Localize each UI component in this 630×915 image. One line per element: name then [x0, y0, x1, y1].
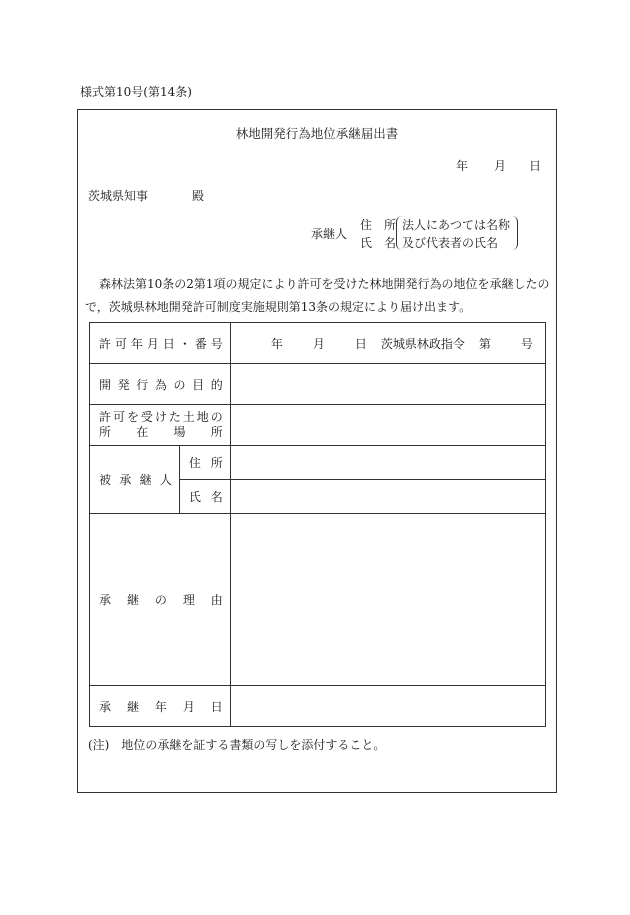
form-frame [77, 109, 557, 793]
predecessor-label-char: 被 [99, 473, 112, 487]
date-month: 月 [494, 159, 507, 173]
permit-year: 年 [270, 336, 283, 351]
form-id: 様式第10号(第14条) [80, 85, 192, 99]
location-label-l1-char: け [154, 410, 167, 424]
row-succession-date [90, 686, 546, 727]
reason-label-char: 承 [99, 593, 112, 607]
predecessor-address-char: 住 [188, 456, 201, 470]
reason-label-char: 由 [210, 593, 223, 607]
location-label-l2-char: 場 [173, 425, 186, 439]
location-label-l1-char: の [210, 410, 223, 424]
permit-label-char: 年 [130, 336, 143, 351]
location-label-l1-char: 許 [99, 410, 112, 424]
date-day: 日 [529, 159, 542, 173]
location-label-l1-char: 土 [182, 410, 195, 424]
body-line-1: 森林法第10条の2第1項の規定により許可を受けた林地開発行為の地位を承継したの [99, 277, 550, 291]
succession-date-label-char: 年 [154, 699, 167, 714]
value-predecessor-name[interactable] [230, 480, 545, 514]
value-purpose[interactable] [230, 364, 545, 405]
location-label-l2-char: 所 [210, 425, 223, 439]
row-location [90, 405, 546, 446]
purpose-label-char: 的 [210, 377, 223, 392]
permit-label-char: 許 [99, 336, 112, 351]
predecessor-name-char: 名 [210, 490, 223, 504]
addressee-name: 茨城県知事 [88, 189, 149, 203]
purpose-label-char: 為 [154, 377, 167, 392]
reason-label-char: 理 [182, 593, 195, 607]
location-label-l1-char: 地 [196, 410, 209, 424]
location-label-l1-char: た [168, 410, 181, 424]
location-label-l2-char: 在 [136, 425, 149, 439]
predecessor-name-char: 氏 [188, 490, 201, 504]
successor-name-label: 氏 名 [360, 236, 397, 250]
succession-date-label-char: 日 [210, 699, 223, 714]
predecessor-label-char: 継 [139, 473, 152, 487]
label-permit-date-number [90, 323, 231, 364]
predecessor-address-char: 所 [210, 456, 223, 470]
permit-label-char: 日 [162, 336, 175, 351]
date-year: 年 [456, 159, 469, 173]
addressee-honorific: 殿 [192, 189, 205, 203]
value-location[interactable] [230, 405, 545, 446]
value-succession-date[interactable] [230, 686, 545, 727]
permit-designation: 茨城県林政指令 [380, 336, 465, 351]
successor-brace-line2: 及び代表者の氏名 [402, 236, 499, 250]
predecessor-label-char: 人 [159, 473, 172, 487]
reason-label-char: の [154, 593, 167, 607]
succession-date-label-char: 承 [99, 699, 112, 714]
successor-brace-line1: 法人にあつては名称 [402, 218, 511, 232]
location-label-l1-char: 受 [140, 410, 153, 424]
predecessor-label-char: 承 [119, 473, 132, 487]
location-label-l2-char: 所 [99, 425, 112, 439]
row-reason [90, 514, 546, 686]
purpose-label-char: 行 [136, 377, 149, 392]
successor-label: 承継人 [311, 227, 348, 241]
label-predecessor-address [179, 446, 230, 480]
addressee [88, 187, 204, 204]
label-predecessor [90, 446, 180, 514]
purpose-label-char: 開 [99, 377, 112, 392]
successor-address-label: 住 所 [360, 218, 397, 232]
permit-no: 第 [478, 336, 491, 351]
row-purpose [90, 364, 546, 405]
permit-go: 号 [520, 336, 533, 351]
value-permit-date-number[interactable] [230, 323, 545, 364]
body-line-2: で，茨城県林地開発許可制度実施規則第13条の規定により届け出ます。 [85, 300, 472, 314]
purpose-label-char: 発 [117, 377, 130, 392]
row-predecessor-address [90, 446, 546, 480]
permit-label-char: 号 [210, 336, 223, 351]
form-title: 林地開発行為地位承継届出書 [235, 126, 399, 141]
value-reason[interactable] [230, 514, 545, 686]
reason-label-char: 継 [126, 593, 139, 607]
label-succession-date [90, 686, 231, 727]
label-predecessor-name [179, 480, 230, 514]
permit-day: 日 [354, 336, 367, 351]
form-table [89, 322, 546, 727]
succession-date-label-char: 継 [126, 699, 139, 714]
row-permit-date-number [90, 323, 546, 364]
location-label-l1-char: を [126, 410, 139, 424]
permit-month: 月 [312, 336, 325, 351]
label-purpose [90, 364, 231, 405]
permit-label-char: 可 [114, 336, 127, 351]
body-text [85, 273, 551, 319]
purpose-label-char: の [173, 377, 186, 392]
label-location [90, 405, 231, 446]
label-reason [90, 514, 231, 686]
permit-label-char: 番 [194, 336, 207, 351]
value-predecessor-address[interactable] [230, 446, 545, 480]
permit-label-char: 月 [146, 336, 159, 351]
purpose-label-char: 目 [192, 377, 205, 392]
location-label-l1-char: 可 [112, 410, 125, 424]
succession-date-label-char: 月 [182, 699, 195, 714]
note: (注) 地位の承継を証する書類の写しを添付すること。 [88, 738, 386, 752]
permit-label-char: ・ [178, 336, 191, 351]
